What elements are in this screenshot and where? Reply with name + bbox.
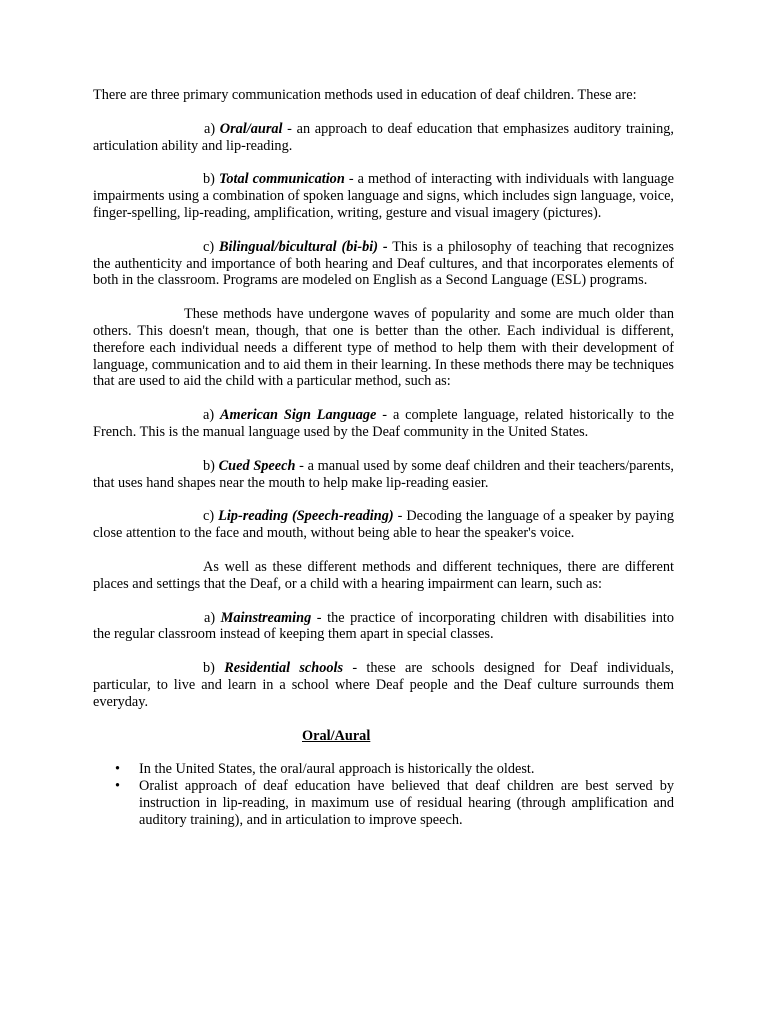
term-oral-aural: Oral/aural: [219, 120, 283, 137]
term-asl: American Sign Language: [220, 407, 377, 424]
definition: Decoding the language of a speaker by paying close attention to the face and mouth, without being able to hear the speaker's voice.: [93, 508, 674, 542]
dash: -: [295, 457, 304, 474]
list-marker: b): [203, 171, 215, 188]
bullet-icon: •: [115, 761, 121, 778]
list-marker: c): [203, 238, 215, 255]
term-cued-speech: Cued Speech: [218, 457, 296, 474]
dash: -: [311, 609, 322, 626]
setting-residential-schools: [93, 660, 674, 710]
technique-asl: [93, 407, 674, 441]
definition: This is a philosophy of teaching that recognizes the authenticity and importance of both hearing and Deaf cultures, and that incorporates elements of both in the classroom. Programs are modeled on English as a Second Language (ESL) programs.: [93, 238, 674, 289]
term-mainstreaming: Mainstreaming: [220, 609, 312, 626]
list-item-text: In the United States, the oral/aural approach is historically the oldest.: [139, 761, 535, 778]
list-item: [115, 778, 674, 828]
method-oral-aural: [93, 121, 674, 155]
method-bilingual-bicultural: [93, 239, 674, 289]
term-total-communication: Total communication: [218, 171, 345, 188]
technique-lip-reading: [93, 508, 674, 542]
method-total-communication: [93, 171, 674, 221]
definition: the practice of incorporating children with disabilities into the regular classroom instead of keeping them apart in special classes.: [93, 609, 674, 643]
bullet-icon: •: [115, 778, 121, 795]
places-paragraph: As well as these different methods and different techniques, there are different places and settings that the Deaf, or a child with a hearing impairment can learn, such as:: [93, 558, 674, 592]
term-lip-reading: Lip-reading (Speech-reading): [218, 508, 394, 525]
dash: -: [282, 120, 292, 137]
term-residential-schools: Residential schools: [224, 660, 344, 677]
definition: a complete language, related historically to the French. This is the manual language used by the Deaf community in the United States.: [93, 407, 675, 440]
list-marker: c): [203, 508, 215, 525]
list-marker: b): [203, 457, 215, 474]
dash: -: [343, 660, 358, 677]
definition: a method of interacting with individuals with language impairments using a combination of spoken language and signs, which includes sign language, voice, finger-spelling, lip-reading, amplification, writing, gesture and visual imagery (pictures).: [93, 171, 675, 221]
list-marker: a): [204, 609, 216, 626]
section-heading-oral-aural: Oral/Aural: [302, 727, 371, 744]
intro-paragraph: There are three primary communication methods used in education of deaf children. These are:: [93, 87, 637, 103]
definition: a manual used by some deaf children and their teachers/parents, that uses hand shapes near the mouth to help make lip-reading easier.: [93, 457, 674, 491]
bullet-list: [93, 761, 674, 828]
dash: -: [344, 171, 354, 188]
list-marker: a): [203, 407, 215, 424]
list-marker: a): [204, 120, 216, 137]
technique-cued-speech: [93, 458, 674, 492]
term-bilingual-bicultural: Bilingual/bicultural (bi-bi) -: [218, 238, 388, 255]
document-page: [93, 87, 674, 829]
definition: an approach to deaf education that emphasizes auditory training, articulation ability and lip-reading.: [93, 120, 674, 154]
list-item: [115, 761, 674, 778]
dash: -: [376, 407, 388, 424]
list-marker: b): [203, 660, 215, 677]
definition: these are schools designed for Deaf individuals, particular, to live and learn in a school where Deaf people and the Deaf culture surrounds them everyday.: [93, 660, 675, 710]
popularity-paragraph: These methods have undergone waves of popularity and some are much older than others. This doesn't mean, though, that one is better than the other. Each individual is different, therefore each individual needs a different type of method to help them with their development of language, communication and to aid them in their learning. In these methods there may be techniques that are used to aid the child with a particular method, such as:: [93, 306, 674, 390]
list-item-text: Oralist approach of deaf education have believed that deaf children are best served by instruction in lip-reading, in maximum use of residual hearing (through amplification and auditory training), and in articulation to improve speech.: [139, 778, 674, 828]
setting-mainstreaming: [93, 610, 674, 644]
dash: -: [393, 508, 403, 525]
